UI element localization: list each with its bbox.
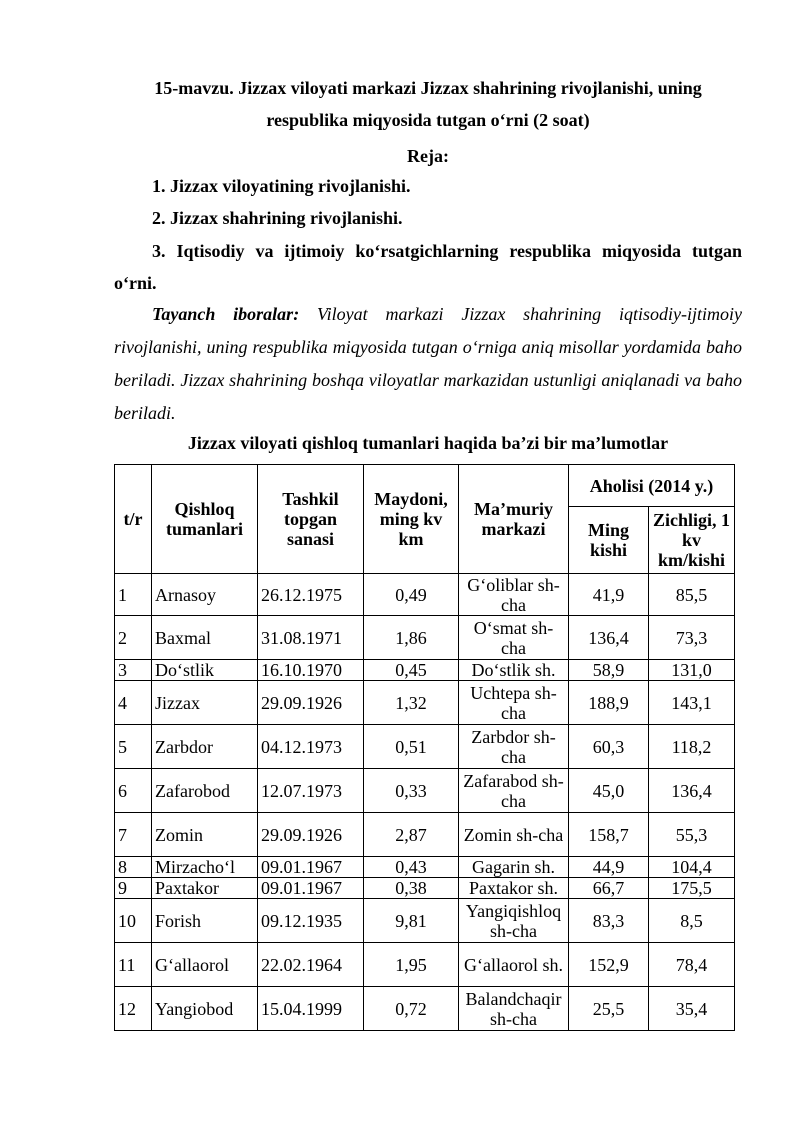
cell-center: Yangiqishloq sh-cha — [459, 899, 569, 943]
cell-tr: 11 — [115, 943, 152, 987]
cell-tr: 8 — [115, 857, 152, 878]
cell-population: 66,7 — [569, 878, 649, 899]
cell-founded: 31.08.1971 — [258, 616, 364, 660]
cell-density: 136,4 — [649, 769, 735, 813]
cell-tr: 7 — [115, 813, 152, 857]
cell-center: Do‘stlik sh. — [459, 660, 569, 681]
cell-district: Arnasoy — [152, 574, 258, 616]
cell-area: 2,87 — [364, 813, 459, 857]
cell-population: 58,9 — [569, 660, 649, 681]
table-row — [115, 769, 735, 813]
cell-founded: 12.07.1973 — [258, 769, 364, 813]
cell-district: Mirzacho‘l — [152, 857, 258, 878]
cell-population: 158,7 — [569, 813, 649, 857]
cell-founded: 29.09.1926 — [258, 813, 364, 857]
cell-tr: 5 — [115, 725, 152, 769]
cell-density: 35,4 — [649, 987, 735, 1031]
cell-center: Paxtakor sh. — [459, 878, 569, 899]
cell-area: 9,81 — [364, 899, 459, 943]
cell-population: 136,4 — [569, 616, 649, 660]
cell-district: Do‘stlik — [152, 660, 258, 681]
cell-area: 0,33 — [364, 769, 459, 813]
table-row — [115, 878, 735, 899]
header-area: Maydoni, ming kv km — [364, 465, 459, 574]
cell-center: Uchtepa sh-cha — [459, 681, 569, 725]
cell-tr: 10 — [115, 899, 152, 943]
table-row — [115, 616, 735, 660]
cell-tr: 6 — [115, 769, 152, 813]
cell-density: 143,1 — [649, 681, 735, 725]
cell-population: 45,0 — [569, 769, 649, 813]
cell-center: G‘allaorol sh. — [459, 943, 569, 987]
cell-area: 1,95 — [364, 943, 459, 987]
cell-population: 25,5 — [569, 987, 649, 1031]
cell-district: Yangiobod — [152, 987, 258, 1031]
cell-density: 104,4 — [649, 857, 735, 878]
cell-founded: 04.12.1973 — [258, 725, 364, 769]
cell-density: 175,5 — [649, 878, 735, 899]
cell-tr: 12 — [115, 987, 152, 1031]
plan-heading: Reja: — [407, 146, 449, 166]
cell-tr: 1 — [115, 574, 152, 616]
header-tr: t/r — [115, 465, 152, 574]
cell-district: Zarbdor — [152, 725, 258, 769]
cell-founded: 15.04.1999 — [258, 987, 364, 1031]
plan-item-2: 2. Jizzax shahrining rivojlanishi. — [152, 208, 403, 228]
cell-founded: 16.10.1970 — [258, 660, 364, 681]
cell-population: 44,9 — [569, 857, 649, 878]
cell-district: G‘allaorol — [152, 943, 258, 987]
cell-center: Balandchaqir sh-cha — [459, 987, 569, 1031]
header-population-group: Aholisi (2014 y.) — [569, 465, 735, 507]
cell-district: Paxtakor — [152, 878, 258, 899]
cell-center: G‘oliblar sh-cha — [459, 574, 569, 616]
cell-center: Gagarin sh. — [459, 857, 569, 878]
cell-area: 1,86 — [364, 616, 459, 660]
cell-founded: 29.09.1926 — [258, 681, 364, 725]
cell-tr: 9 — [115, 878, 152, 899]
cell-district: Jizzax — [152, 681, 258, 725]
cell-density: 8,5 — [649, 899, 735, 943]
cell-population: 152,9 — [569, 943, 649, 987]
cell-population: 41,9 — [569, 574, 649, 616]
key-phrases-text: Viloyat markazi Jizzax shahrining iqtisodiy-ijtimoiy rivojlanishi, uning respublika miqyosida tutgan o‘rniga aniq misollar yordamida baho beriladi. Jizzax shahrining boshqa viloyatlar markazidan ustunligi aniqlanadi va baho beriladi. — [114, 304, 742, 423]
table-row — [115, 681, 735, 725]
cell-tr: 4 — [115, 681, 152, 725]
cell-center: Zarbdor sh-cha — [459, 725, 569, 769]
key-phrases-paragraph — [114, 298, 742, 430]
table-caption: Jizzax viloyati qishloq tumanlari haqida ba’zi bir ma’lumotlar — [187, 433, 669, 453]
cell-tr: 2 — [115, 616, 152, 660]
table-row — [115, 813, 735, 857]
cell-density: 55,3 — [649, 813, 735, 857]
table-row — [115, 857, 735, 878]
districts-table — [114, 464, 735, 1031]
cell-center: O‘smat sh-cha — [459, 616, 569, 660]
header-district: Qishloq tumanlari — [152, 465, 258, 574]
cell-tr: 3 — [115, 660, 152, 681]
table-row — [115, 899, 735, 943]
cell-population: 60,3 — [569, 725, 649, 769]
cell-district: Forish — [152, 899, 258, 943]
header-population: Ming kishi — [569, 507, 649, 574]
lesson-title: 15-mavzu. Jizzax viloyati markazi Jizzax shahrining rivojlanishi, uning respublika miqyosida tutgan o‘rni (2 soat) — [154, 78, 702, 130]
cell-density: 73,3 — [649, 616, 735, 660]
plan-item-1: 1. Jizzax viloyatining rivojlanishi. — [152, 176, 411, 196]
cell-population: 83,3 — [569, 899, 649, 943]
table-row — [115, 943, 735, 987]
cell-population: 188,9 — [569, 681, 649, 725]
cell-founded: 26.12.1975 — [258, 574, 364, 616]
plan-item-3: 3. Iqtisodiy va ijtimoiy ko‘rsatgichlarning respublika miqyosida tutgan o‘rni. — [114, 241, 742, 293]
cell-district: Baxmal — [152, 616, 258, 660]
cell-area: 0,38 — [364, 878, 459, 899]
cell-area: 1,32 — [364, 681, 459, 725]
header-founded: Tashkil topgan sanasi — [258, 465, 364, 574]
cell-area: 0,49 — [364, 574, 459, 616]
cell-founded: 22.02.1964 — [258, 943, 364, 987]
cell-area: 0,45 — [364, 660, 459, 681]
cell-founded: 09.01.1967 — [258, 857, 364, 878]
key-phrases-label: Tayanch iboralar: — [152, 304, 300, 324]
cell-founded: 09.12.1935 — [258, 899, 364, 943]
cell-density: 131,0 — [649, 660, 735, 681]
header-density: Zichligi, 1 kv km/kishi — [649, 507, 735, 574]
cell-district: Zomin — [152, 813, 258, 857]
cell-area: 0,72 — [364, 987, 459, 1031]
table-row — [115, 660, 735, 681]
cell-founded: 09.01.1967 — [258, 878, 364, 899]
cell-area: 0,43 — [364, 857, 459, 878]
cell-density: 78,4 — [649, 943, 735, 987]
table-row — [115, 574, 735, 616]
cell-center: Zomin sh-cha — [459, 813, 569, 857]
header-center: Ma’muriy markazi — [459, 465, 569, 574]
cell-area: 0,51 — [364, 725, 459, 769]
cell-density: 85,5 — [649, 574, 735, 616]
cell-center: Zafarabod sh-cha — [459, 769, 569, 813]
cell-district: Zafarobod — [152, 769, 258, 813]
table-row — [115, 725, 735, 769]
cell-density: 118,2 — [649, 725, 735, 769]
table-row — [115, 987, 735, 1031]
